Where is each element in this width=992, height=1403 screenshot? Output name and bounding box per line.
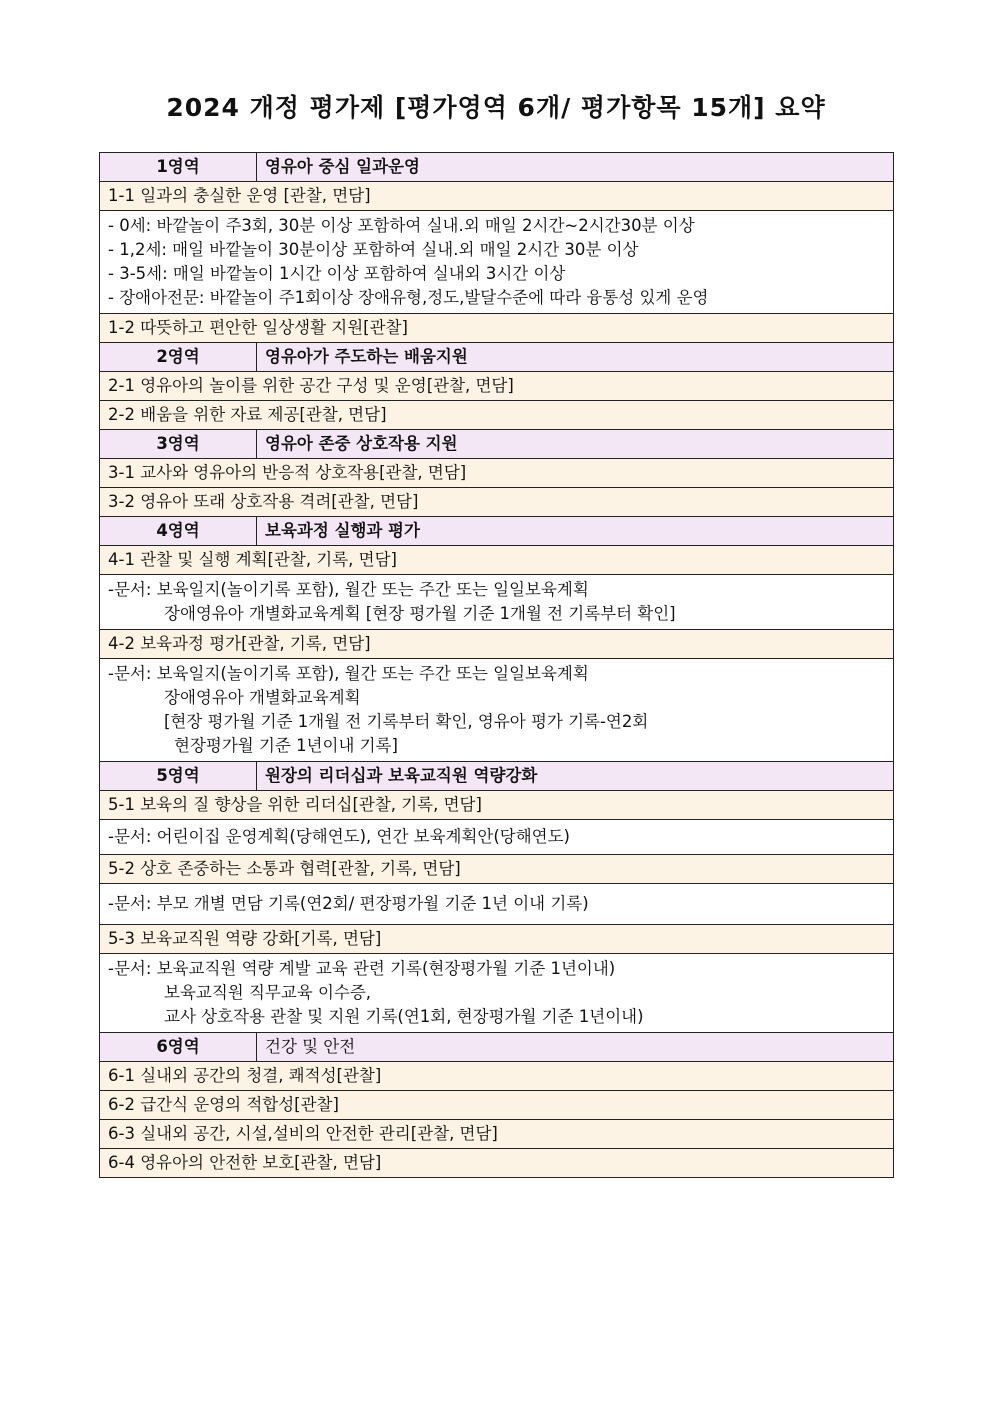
note-row (100, 820, 894, 855)
item-5-3: 5-3 보육교직원 역량 강화[기록, 면담] (100, 925, 894, 954)
item-6-4: 6-4 영유아의 안전한 보호[관찰, 면담] (100, 1149, 894, 1178)
item-row (100, 488, 894, 517)
item-row (100, 546, 894, 575)
note-line: 보육교직원 직무교육 이수증, (164, 983, 372, 1002)
note-line: 장애영유아 개별화교육계획 [현장 평가월 기준 1개월 전 기록부터 확인] (164, 604, 676, 623)
note-4-2 (100, 659, 894, 762)
note-5-2: -문서: 부모 개별 면담 기록(연2회/ 편장평가월 기준 1년 이내 기록) (100, 884, 894, 925)
item-row (100, 630, 894, 659)
note-line: 장애영유아 개별화교육계획 (164, 688, 361, 707)
item-row (100, 314, 894, 343)
item-6-3: 6-3 실내외 공간, 시설,설비의 안전한 관리[관찰, 면담] (100, 1120, 894, 1149)
note-5-1: -문서: 어린이집 운영계획(당해연도), 연간 보육계획안(당해연도) (100, 820, 894, 855)
item-row (100, 855, 894, 884)
section-title: 보육과정 실행과 평가 (257, 517, 894, 546)
item-row (100, 1120, 894, 1149)
item-6-2: 6-2 급간식 운영의 적합성[관찰] (100, 1091, 894, 1120)
item-4-1: 4-1 관찰 및 실행 계획[관찰, 기록, 면담] (100, 546, 894, 575)
note-5-3 (100, 954, 894, 1033)
section-header-5 (100, 762, 894, 791)
item-row (100, 459, 894, 488)
item-row (100, 401, 894, 430)
item-3-1: 3-1 교사와 영유아의 반응적 상호작용[관찰, 면담] (100, 459, 894, 488)
note-row (100, 575, 894, 630)
document-title: 2024 개정 평가제 [평가영역 6개/ 평가항목 15개] 요약 (166, 93, 826, 122)
section-number: 6영역 (100, 1033, 257, 1062)
item-1-2: 1-2 따뜻하고 편안한 일상생활 지원[관찰] (100, 314, 894, 343)
section-title: 영유아 존중 상호작용 지원 (257, 430, 894, 459)
note-row (100, 884, 894, 925)
note-line: -문서: 보육일지(놀이기록 포함), 월간 또는 주간 또는 일일보육계획 (108, 580, 589, 599)
item-row (100, 372, 894, 401)
section-header-3 (100, 430, 894, 459)
note-row (100, 211, 894, 314)
note-line: - 3-5세: 매일 바깥놀이 1시간 이상 포함하여 실내외 3시간 이상 (108, 264, 566, 283)
item-2-2: 2-2 배움을 위한 자료 제공[관찰, 면담] (100, 401, 894, 430)
note-line: - 1,2세: 매일 바깥놀이 30분이상 포함하여 실내.외 매일 2시간 30분 이상 (108, 240, 639, 259)
note-line: -문서: 보육교직원 역량 계발 교육 관련 기록(현장평가월 기준 1년이내) (108, 959, 616, 978)
note-row (100, 954, 894, 1033)
evaluation-summary-table (99, 152, 894, 1178)
item-5-1: 5-1 보육의 질 향상을 위한 리더십[관찰, 기록, 면담] (100, 791, 894, 820)
item-row (100, 791, 894, 820)
item-row (100, 1062, 894, 1091)
section-number: 5영역 (100, 762, 257, 791)
section-number: 1영역 (100, 153, 257, 182)
note-4-1 (100, 575, 894, 630)
section-number: 3영역 (100, 430, 257, 459)
section-title: 건강 및 안전 (257, 1033, 894, 1062)
item-row (100, 182, 894, 211)
item-5-2: 5-2 상호 존중하는 소통과 협력[관찰, 기록, 면담] (100, 855, 894, 884)
section-number: 2영역 (100, 343, 257, 372)
note-1-1 (100, 211, 894, 314)
item-row (100, 1091, 894, 1120)
section-title: 영유아가 주도하는 배움지원 (257, 343, 894, 372)
note-line: 현장평가월 기준 1년이내 기록] (174, 736, 398, 755)
section-header-4 (100, 517, 894, 546)
section-header-6 (100, 1033, 894, 1062)
item-6-1: 6-1 실내외 공간의 청결, 쾌적성[관찰] (100, 1062, 894, 1091)
item-row (100, 1149, 894, 1178)
section-header-2 (100, 343, 894, 372)
item-row (100, 925, 894, 954)
item-2-1: 2-1 영유아의 놀이를 위한 공간 구성 및 운영[관찰, 면담] (100, 372, 894, 401)
note-line: [현장 평가월 기준 1개월 전 기록부터 확인, 영유아 평가 기록-연2회 (164, 712, 649, 731)
note-row (100, 659, 894, 762)
section-title: 원장의 리더십과 보육교직원 역량강화 (257, 762, 894, 791)
note-line: -문서: 보육일지(놀이기록 포함), 월간 또는 주간 또는 일일보육계획 (108, 664, 589, 683)
section-number: 4영역 (100, 517, 257, 546)
note-line: 교사 상호작용 관찰 및 지원 기록(연1회, 현장평가월 기준 1년이내) (164, 1007, 644, 1026)
item-1-1: 1-1 일과의 충실한 운영 [관찰, 면담] (100, 182, 894, 211)
item-3-2: 3-2 영유아 또래 상호작용 격려[관찰, 면담] (100, 488, 894, 517)
item-4-2: 4-2 보육과정 평가[관찰, 기록, 면담] (100, 630, 894, 659)
note-line: - 0세: 바깥놀이 주3회, 30분 이상 포함하여 실내.외 매일 2시간~2시간30분 이상 (108, 216, 695, 235)
note-line: - 장애아전문: 바깥놀이 주1회이상 장애유형,정도,발달수준에 따라 융통성 있게 운영 (108, 288, 709, 307)
section-title: 영유아 중심 일과운영 (257, 153, 894, 182)
section-header-1 (100, 153, 894, 182)
